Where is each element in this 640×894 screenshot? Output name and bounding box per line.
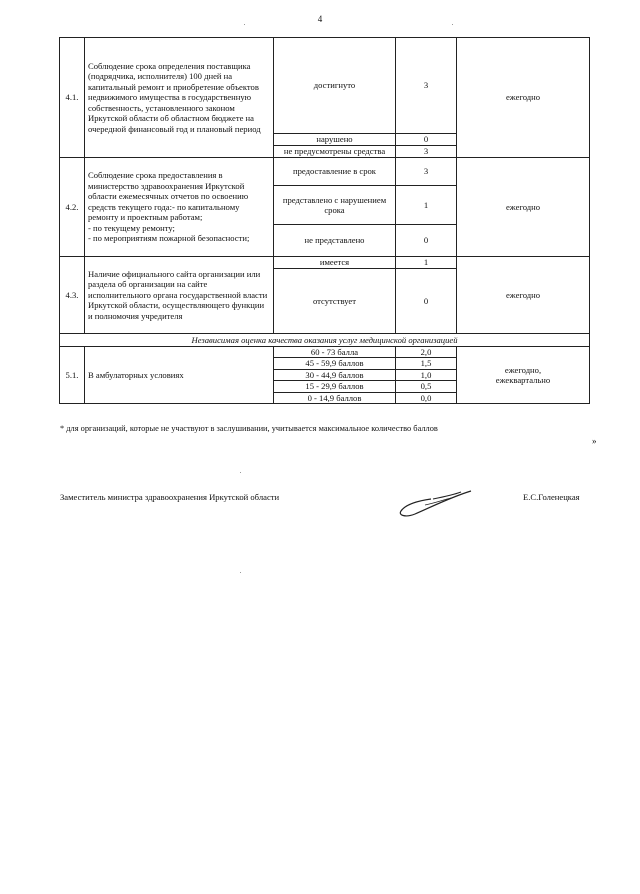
criterion-description: Наличие официального сайта организации или раздела об организации на сайте исполнительного органа государственной власти Иркутской области, осуществляющего функции и полномочия учредителя xyxy=(85,257,274,334)
option-value: нарушено xyxy=(274,134,396,146)
frequency: ежегодно xyxy=(457,158,590,257)
row-number: 5.1. xyxy=(60,347,85,404)
frequency-line: ежеквартально xyxy=(495,375,551,386)
row-number: 4.3. xyxy=(60,257,85,334)
option-points: 0,5 xyxy=(396,381,457,392)
option-points: 2,0 xyxy=(396,347,457,358)
option-points: 1,0 xyxy=(396,369,457,380)
option-value: имеется xyxy=(274,257,396,269)
option-points: 3 xyxy=(396,38,457,134)
option-value: представлено с нарушением срока xyxy=(274,186,396,225)
criterion-description: В амбулаторных условиях xyxy=(85,347,274,404)
option-value: не представлено xyxy=(274,225,396,257)
option-points: 1 xyxy=(396,186,457,225)
section-header-row xyxy=(60,334,590,347)
frequency: ежегодно xyxy=(457,38,590,158)
option-value: не предусмотрены средства xyxy=(274,146,396,158)
option-points: 1 xyxy=(396,257,457,269)
row-number: 4.2. xyxy=(60,158,85,257)
criteria-table xyxy=(59,37,590,404)
criterion-description: Соблюдение срока определения поставщика (подрядчика, исполнителя) 100 дней на капитальный ремонт и приобретение объектов недвижимого имущества в государственную собственность, установленного законом Иркутской области об областном бюджете на очередной финансовый год и плановый период xyxy=(85,38,274,158)
description-line: - по текущему ремонту; xyxy=(88,222,175,233)
option-value: 0 - 14,9 баллов xyxy=(274,392,396,403)
option-points: 0 xyxy=(396,225,457,257)
option-points: 1,5 xyxy=(396,358,457,369)
table-row-4-3 xyxy=(60,257,590,269)
option-points: 0,0 xyxy=(396,392,457,403)
scan-speck xyxy=(452,24,453,25)
table-row-4-1 xyxy=(60,38,590,134)
option-points: 3 xyxy=(396,158,457,186)
table-row-5-1 xyxy=(60,347,590,358)
frequency-line: ежегодно, xyxy=(504,364,542,375)
option-points: 3 xyxy=(396,146,457,158)
option-value: отсутствует xyxy=(274,269,396,334)
option-value: предоставление в срок xyxy=(274,158,396,186)
section-title: Независимая оценка качества оказания услуг медицинской организацией xyxy=(60,334,590,347)
scan-speck xyxy=(240,572,241,573)
option-points: 0 xyxy=(396,269,457,334)
closing-quote: » xyxy=(592,436,597,446)
description-line: Соблюдение срока предоставления в министерство здравоохранения Иркутской области ежемесячных отчетов по освоению средств текущего года:- по капитальному ремонту и проектным работам; xyxy=(88,170,249,223)
scan-speck xyxy=(240,472,241,473)
signatory-title: Заместитель министра здравоохранения Иркутской области xyxy=(60,492,280,502)
option-value: 45 - 59,9 баллов xyxy=(274,358,396,369)
footnote: * для организаций, которые не участвуют в заслушивании, учитывается максимальное количество баллов xyxy=(60,424,438,433)
page-number: 4 xyxy=(317,14,323,24)
frequency xyxy=(457,347,590,404)
option-value: 60 - 73 балла xyxy=(274,347,396,358)
option-value: достигнуто xyxy=(274,38,396,134)
row-number: 4.1. xyxy=(60,38,85,158)
signatory-name: Е.С.Голенецкая xyxy=(523,492,580,502)
table-row-4-2 xyxy=(60,158,590,186)
description-line: - по мероприятиям пожарной безопасности; xyxy=(88,233,250,244)
option-value: 30 - 44,9 баллов xyxy=(274,369,396,380)
criterion-description xyxy=(85,158,274,257)
option-points: 0 xyxy=(396,134,457,146)
handwritten-signature xyxy=(395,487,475,523)
scan-speck xyxy=(244,24,245,25)
frequency: ежегодно xyxy=(457,257,590,334)
option-value: 15 - 29,9 баллов xyxy=(274,381,396,392)
